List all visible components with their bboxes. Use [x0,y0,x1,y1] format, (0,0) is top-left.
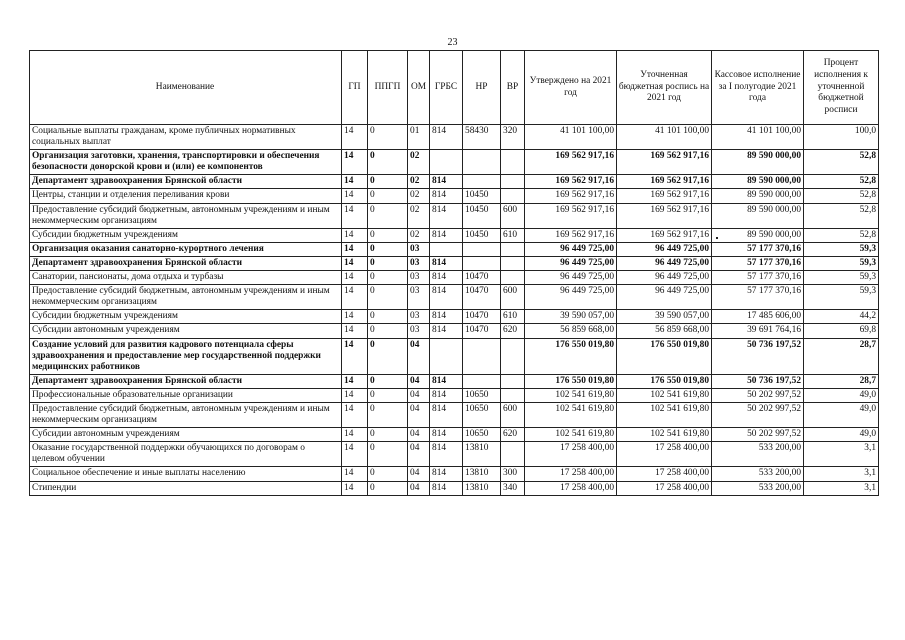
cell-name: Организация оказания санаторно-курортного лечения [30,242,342,256]
cell-cash: 50 202 997,52 [712,402,804,427]
cell-nr: 10470 [463,285,501,310]
cell-ppgp: 0 [368,374,408,388]
cell-grbs: 814 [430,125,463,150]
cell-nr [463,242,501,256]
table-row [30,256,879,270]
table-row [30,150,879,175]
cell-grbs: 814 [430,271,463,285]
cell-approved: 169 562 917,16 [525,150,617,175]
cell-vr: 300 [501,467,525,481]
cell-approved: 169 562 917,16 [525,228,617,242]
cell-gp: 14 [342,150,368,175]
cell-refined: 102 541 619,80 [617,402,712,427]
cell-gp: 14 [342,442,368,467]
cell-percent: 59,3 [804,242,879,256]
cell-refined: 96 449 725,00 [617,256,712,270]
cell-percent: 59,3 [804,285,879,310]
cell-name: Профессиональные образовательные организации [30,388,342,402]
cell-name: Департамент здравоохранения Брянской области [30,175,342,189]
cell-nr: 10470 [463,271,501,285]
cell-vr: 610 [501,228,525,242]
cell-refined: 102 541 619,80 [617,388,712,402]
cell-approved: 102 541 619,80 [525,402,617,427]
cell-ppgp: 0 [368,256,408,270]
cell-om: 03 [408,242,430,256]
table-row [30,442,879,467]
table-row [30,388,879,402]
cell-vr [501,374,525,388]
cell-cash: 50 202 997,52 [712,388,804,402]
cell-cash: 533 200,00 [712,442,804,467]
header-grbs: ГРБС [430,51,463,125]
cell-cash: 39 691 764,16 [712,324,804,338]
cell-nr: 10450 [463,228,501,242]
table-row [30,402,879,427]
table-row [30,228,879,242]
cell-name: Субсидии бюджетным учреждениям [30,228,342,242]
cell-refined: 17 258 400,00 [617,481,712,495]
header-vr: ВР [501,51,525,125]
table-row [30,374,879,388]
cell-name: Социальное обеспечение и иные выплаты населению [30,467,342,481]
cell-approved: 102 541 619,80 [525,428,617,442]
header-cash: Кассовое исполнение за I полугодие 2021 года [712,51,804,125]
cell-cash: 41 101 100,00 [712,125,804,150]
cell-ppgp: 0 [368,175,408,189]
table-row [30,310,879,324]
cell-grbs: 814 [430,442,463,467]
cell-ppgp: 0 [368,428,408,442]
cell-grbs: 814 [430,189,463,203]
cell-ppgp: 0 [368,228,408,242]
cell-cash: 89 590 000,00 [712,228,804,242]
cell-ppgp: 0 [368,324,408,338]
cell-om: 04 [408,388,430,402]
cell-vr [501,442,525,467]
cell-gp: 14 [342,324,368,338]
header-om: ОМ [408,51,430,125]
cell-name: Департамент здравоохранения Брянской области [30,256,342,270]
cell-om: 04 [408,442,430,467]
cell-vr: 320 [501,125,525,150]
cell-cash: 50 202 997,52 [712,428,804,442]
cell-gp: 14 [342,175,368,189]
cell-approved: 17 258 400,00 [525,481,617,495]
table-body [30,125,879,496]
cell-vr [501,175,525,189]
cell-ppgp: 0 [368,442,408,467]
cell-nr: 10450 [463,189,501,203]
cell-cash: 50 736 197,52 [712,338,804,374]
cell-grbs: 814 [430,428,463,442]
cell-name: Предоставление субсидий бюджетным, автономным учреждениям и иным некоммерческим организациям [30,285,342,310]
cell-nr: 10650 [463,388,501,402]
cell-om: 02 [408,228,430,242]
cell-om: 03 [408,271,430,285]
cell-ppgp: 0 [368,338,408,374]
cell-vr [501,242,525,256]
cell-vr [501,338,525,374]
cell-ppgp: 0 [368,481,408,495]
cell-om: 04 [408,467,430,481]
cell-grbs: 814 [430,388,463,402]
cell-vr [501,150,525,175]
cell-approved: 96 449 725,00 [525,271,617,285]
cell-refined: 169 562 917,16 [617,189,712,203]
cell-percent: 28,7 [804,338,879,374]
cell-nr [463,256,501,270]
cell-vr: 600 [501,203,525,228]
cell-name: Предоставление субсидий бюджетным, автономным учреждениям и иным некоммерческим организациям [30,203,342,228]
cell-om: 02 [408,150,430,175]
header-name: Наименование [30,51,342,125]
cell-percent: 28,7 [804,374,879,388]
cell-ppgp: 0 [368,388,408,402]
cell-grbs: 814 [430,203,463,228]
table-row [30,338,879,374]
header-ppgp: ППГП [368,51,408,125]
cell-gp: 14 [342,189,368,203]
cell-gp: 14 [342,428,368,442]
table-row [30,125,879,150]
cell-grbs: 814 [430,175,463,189]
cell-approved: 96 449 725,00 [525,256,617,270]
cell-ppgp: 0 [368,242,408,256]
cell-percent: 100,0 [804,125,879,150]
cell-percent: 52,8 [804,228,879,242]
cell-grbs: 814 [430,310,463,324]
table-row [30,203,879,228]
cell-refined: 56 859 668,00 [617,324,712,338]
cell-om: 02 [408,203,430,228]
cell-refined: 96 449 725,00 [617,242,712,256]
cell-name: Организация заготовки, хранения, транспортировки и обеспечения безопасности донорской крови и (или) ее компонентов [30,150,342,175]
table-row [30,189,879,203]
cell-cash: 89 590 000,00 [712,203,804,228]
cell-name: Субсидии автономным учреждениям [30,324,342,338]
cell-cash: 89 590 000,00 [712,175,804,189]
cell-name: Стипендии [30,481,342,495]
cell-cash: 89 590 000,00 [712,189,804,203]
cell-gp: 14 [342,228,368,242]
cell-approved: 96 449 725,00 [525,242,617,256]
cell-ppgp: 0 [368,310,408,324]
cell-nr: 10450 [463,203,501,228]
cell-percent: 52,8 [804,150,879,175]
cell-cash: 57 177 370,16 [712,242,804,256]
cell-grbs [430,150,463,175]
cell-nr [463,150,501,175]
cell-nr: 13810 [463,481,501,495]
cell-percent: 49,0 [804,388,879,402]
cell-om: 03 [408,256,430,270]
cell-percent: 49,0 [804,428,879,442]
table-row [30,481,879,495]
cell-nr: 13810 [463,467,501,481]
scan-speck [716,237,718,239]
cell-nr: 10470 [463,324,501,338]
cell-refined: 96 449 725,00 [617,271,712,285]
cell-gp: 14 [342,310,368,324]
cell-gp: 14 [342,388,368,402]
cell-name: Предоставление субсидий бюджетным, автономным учреждениям и иным некоммерческим организациям [30,402,342,427]
table-row [30,175,879,189]
cell-om: 04 [408,374,430,388]
cell-nr [463,175,501,189]
cell-approved: 17 258 400,00 [525,442,617,467]
cell-grbs: 814 [430,481,463,495]
cell-ppgp: 0 [368,285,408,310]
cell-nr: 58430 [463,125,501,150]
cell-refined: 169 562 917,16 [617,150,712,175]
cell-nr: 10650 [463,428,501,442]
cell-om: 03 [408,310,430,324]
cell-percent: 3,1 [804,442,879,467]
table-row [30,428,879,442]
cell-gp: 14 [342,125,368,150]
cell-percent: 52,8 [804,175,879,189]
cell-nr: 10650 [463,402,501,427]
cell-gp: 14 [342,203,368,228]
cell-gp: 14 [342,285,368,310]
cell-name: Социальные выплаты гражданам, кроме публичных нормативных социальных выплат [30,125,342,150]
cell-percent: 59,3 [804,271,879,285]
cell-approved: 56 859 668,00 [525,324,617,338]
cell-name: Оказание государственной поддержки обучающихся по договорам о целевом обучении [30,442,342,467]
cell-cash: 50 736 197,52 [712,374,804,388]
cell-percent: 3,1 [804,481,879,495]
cell-grbs: 814 [430,256,463,270]
cell-refined: 17 258 400,00 [617,467,712,481]
cell-refined: 169 562 917,16 [617,203,712,228]
cell-om: 03 [408,285,430,310]
cell-gp: 14 [342,338,368,374]
cell-nr: 13810 [463,442,501,467]
cell-grbs: 814 [430,467,463,481]
cell-refined: 17 258 400,00 [617,442,712,467]
table-row [30,467,879,481]
cell-approved: 176 550 019,80 [525,338,617,374]
cell-vr [501,388,525,402]
cell-ppgp: 0 [368,467,408,481]
cell-vr [501,271,525,285]
cell-ppgp: 0 [368,189,408,203]
table-row [30,324,879,338]
cell-refined: 176 550 019,80 [617,374,712,388]
header-refined: Уточненная бюджетная роспись на 2021 год [617,51,712,125]
cell-name: Департамент здравоохранения Брянской области [30,374,342,388]
cell-om: 02 [408,189,430,203]
cell-approved: 41 101 100,00 [525,125,617,150]
cell-percent: 49,0 [804,402,879,427]
cell-gp: 14 [342,374,368,388]
cell-percent: 52,8 [804,189,879,203]
cell-grbs [430,242,463,256]
header-approved: Утверждено на 2021 год [525,51,617,125]
cell-percent: 59,3 [804,256,879,270]
cell-vr: 610 [501,310,525,324]
table-row [30,271,879,285]
cell-ppgp: 0 [368,125,408,150]
cell-gp: 14 [342,271,368,285]
cell-approved: 169 562 917,16 [525,175,617,189]
cell-om: 04 [408,338,430,374]
header-gp: ГП [342,51,368,125]
cell-nr: 10470 [463,310,501,324]
cell-om: 03 [408,324,430,338]
cell-vr [501,189,525,203]
cell-approved: 17 258 400,00 [525,467,617,481]
cell-om: 04 [408,402,430,427]
cell-percent: 52,8 [804,203,879,228]
table-row [30,242,879,256]
cell-percent: 44,2 [804,310,879,324]
cell-refined: 176 550 019,80 [617,338,712,374]
cell-approved: 169 562 917,16 [525,203,617,228]
cell-gp: 14 [342,467,368,481]
cell-name: Создание условий для развития кадрового потенциала сферы здравоохранения и предоставление мер государственной поддержки медицинских работников [30,338,342,374]
cell-cash: 57 177 370,16 [712,271,804,285]
budget-table [29,50,879,496]
cell-vr: 600 [501,402,525,427]
cell-percent: 69,8 [804,324,879,338]
cell-ppgp: 0 [368,402,408,427]
cell-grbs: 814 [430,228,463,242]
cell-approved: 102 541 619,80 [525,388,617,402]
cell-name: Субсидии бюджетным учреждениям [30,310,342,324]
cell-nr [463,338,501,374]
cell-vr: 600 [501,285,525,310]
cell-cash: 57 177 370,16 [712,256,804,270]
cell-approved: 96 449 725,00 [525,285,617,310]
cell-grbs [430,338,463,374]
page-number: 23 [447,37,458,48]
cell-grbs: 814 [430,324,463,338]
cell-gp: 14 [342,402,368,427]
table-row [30,285,879,310]
cell-refined: 169 562 917,16 [617,175,712,189]
cell-cash: 17 485 606,00 [712,310,804,324]
header-nr: НР [463,51,501,125]
cell-grbs: 814 [430,402,463,427]
cell-gp: 14 [342,256,368,270]
cell-om: 04 [408,428,430,442]
cell-cash: 533 200,00 [712,467,804,481]
cell-approved: 169 562 917,16 [525,189,617,203]
table-header-row [30,51,879,125]
cell-vr: 620 [501,324,525,338]
cell-vr: 340 [501,481,525,495]
cell-ppgp: 0 [368,150,408,175]
cell-ppgp: 0 [368,203,408,228]
cell-cash: 533 200,00 [712,481,804,495]
header-percent: Процент исполнения к уточненной бюджетной росписи [804,51,879,125]
cell-name: Санатории, пансионаты, дома отдыха и турбазы [30,271,342,285]
cell-cash: 89 590 000,00 [712,150,804,175]
cell-refined: 169 562 917,16 [617,228,712,242]
cell-refined: 39 590 057,00 [617,310,712,324]
cell-grbs: 814 [430,285,463,310]
cell-gp: 14 [342,481,368,495]
cell-refined: 41 101 100,00 [617,125,712,150]
cell-vr: 620 [501,428,525,442]
cell-cash: 57 177 370,16 [712,285,804,310]
cell-gp: 14 [342,242,368,256]
cell-ppgp: 0 [368,271,408,285]
cell-nr [463,374,501,388]
cell-grbs: 814 [430,374,463,388]
cell-om: 04 [408,481,430,495]
cell-om: 01 [408,125,430,150]
cell-name: Субсидии автономным учреждениям [30,428,342,442]
cell-name: Центры, станции и отделения переливания крови [30,189,342,203]
cell-approved: 176 550 019,80 [525,374,617,388]
cell-percent: 3,1 [804,467,879,481]
cell-om: 02 [408,175,430,189]
cell-vr [501,256,525,270]
cell-approved: 39 590 057,00 [525,310,617,324]
cell-refined: 96 449 725,00 [617,285,712,310]
cell-refined: 102 541 619,80 [617,428,712,442]
